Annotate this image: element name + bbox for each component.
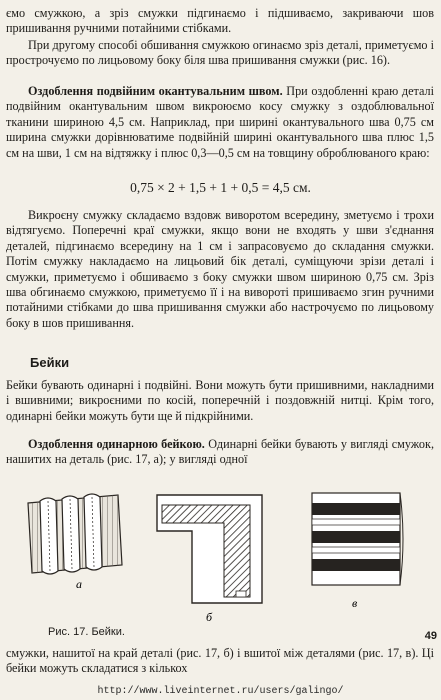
paragraph-6-heading: Оздоблення одинарною бейкою.	[28, 437, 205, 451]
figure-caption: Рис. 17. Бейки.	[48, 626, 125, 638]
watermark-url: http://www.liveinternet.ru/users/galingo/	[97, 686, 344, 697]
paragraph-4: Викроєну смужку складаємо вздовж виворотом всередину, зметуємо і трохи відтягуємо. Поперечні краї смужки, якщо вони не входять у шви з'єднання деталей, підгинаємо всередину на 1 см і запрасовуємо до складання смужки. Потім смужку накладаємо на лицьовий бік деталі, суміщуючи зрізи деталі і смужки, приметуємо і обшиваємо з боку смужки швом шириною 0,75 см. Зріз шва обгинаємо смужкою, приметуємо її і на вивороті пришиваємо згин ручними потайними стібками до шва пришивання смужки або настрочуємо по лицьовому боку в шов пришивання.	[6, 208, 434, 330]
paragraph-6-text: Одинарні бейки бувають у вигляді смужок, нашитих на деталь (рис. 17, а); у вигляді одної	[6, 437, 434, 467]
figure-label-a: а	[76, 577, 82, 591]
figure-label-v: в	[352, 596, 358, 610]
paragraph-5: Бейки бувають одинарні і подвійні. Вони можуть бути пришивними, накладними і вшивними; викроєними по косій, поперечній і поздовжній нитці. Крім того, одинарні бейки можуть бути ще й підкрійними.	[6, 378, 434, 423]
figure-17c-drawing	[312, 493, 403, 585]
paragraph-3	[6, 84, 434, 161]
figure-17b-drawing	[157, 495, 262, 603]
paragraph-2: При другому способі обшивання смужкою огинаємо зріз деталі, приметуємо і прострочуємо по лицьовому боку біля шва пришивання смужки (рис. 16).	[6, 38, 434, 68]
paragraph-7: смужки, нашитої на край деталі (рис. 17, б) і вшитої між деталями (рис. 17, в). Ці бейки можуть складатися з кількох	[6, 646, 434, 676]
figure-17	[0, 483, 441, 633]
figure-17a-drawing	[28, 494, 122, 574]
formula: 0,75 × 2 + 1,5 + 1 + 0,5 = 4,5 см.	[130, 180, 311, 195]
page-number: 49	[424, 630, 437, 642]
figure-label-b: б	[206, 610, 213, 624]
paragraph-6	[6, 437, 434, 468]
paragraph-3-text: При оздобленні краю деталі подвійним окантувальним швом викроюємо косу смужку з оздоблювальної тканини шириною 4,5 см. Наприклад, при ширині окантувального шва 0,75 см ширина смужки дорівнюватиме подвійній ширині окантувального шва плюс 1,5 см на шви, 1 см на відтяжку і плюс 0,3—0,5 см на товщину оброблюваного краю:	[6, 84, 434, 160]
section-heading: Бейки	[30, 355, 70, 370]
paragraph-3-heading: Оздоблення подвійним окантувальним швом.	[28, 84, 283, 98]
paragraph-1: ємо смужкою, а зріз смужки підгинаємо і підшиваємо, закриваючи шов пришивання ручними потайними стібками.	[6, 6, 434, 36]
